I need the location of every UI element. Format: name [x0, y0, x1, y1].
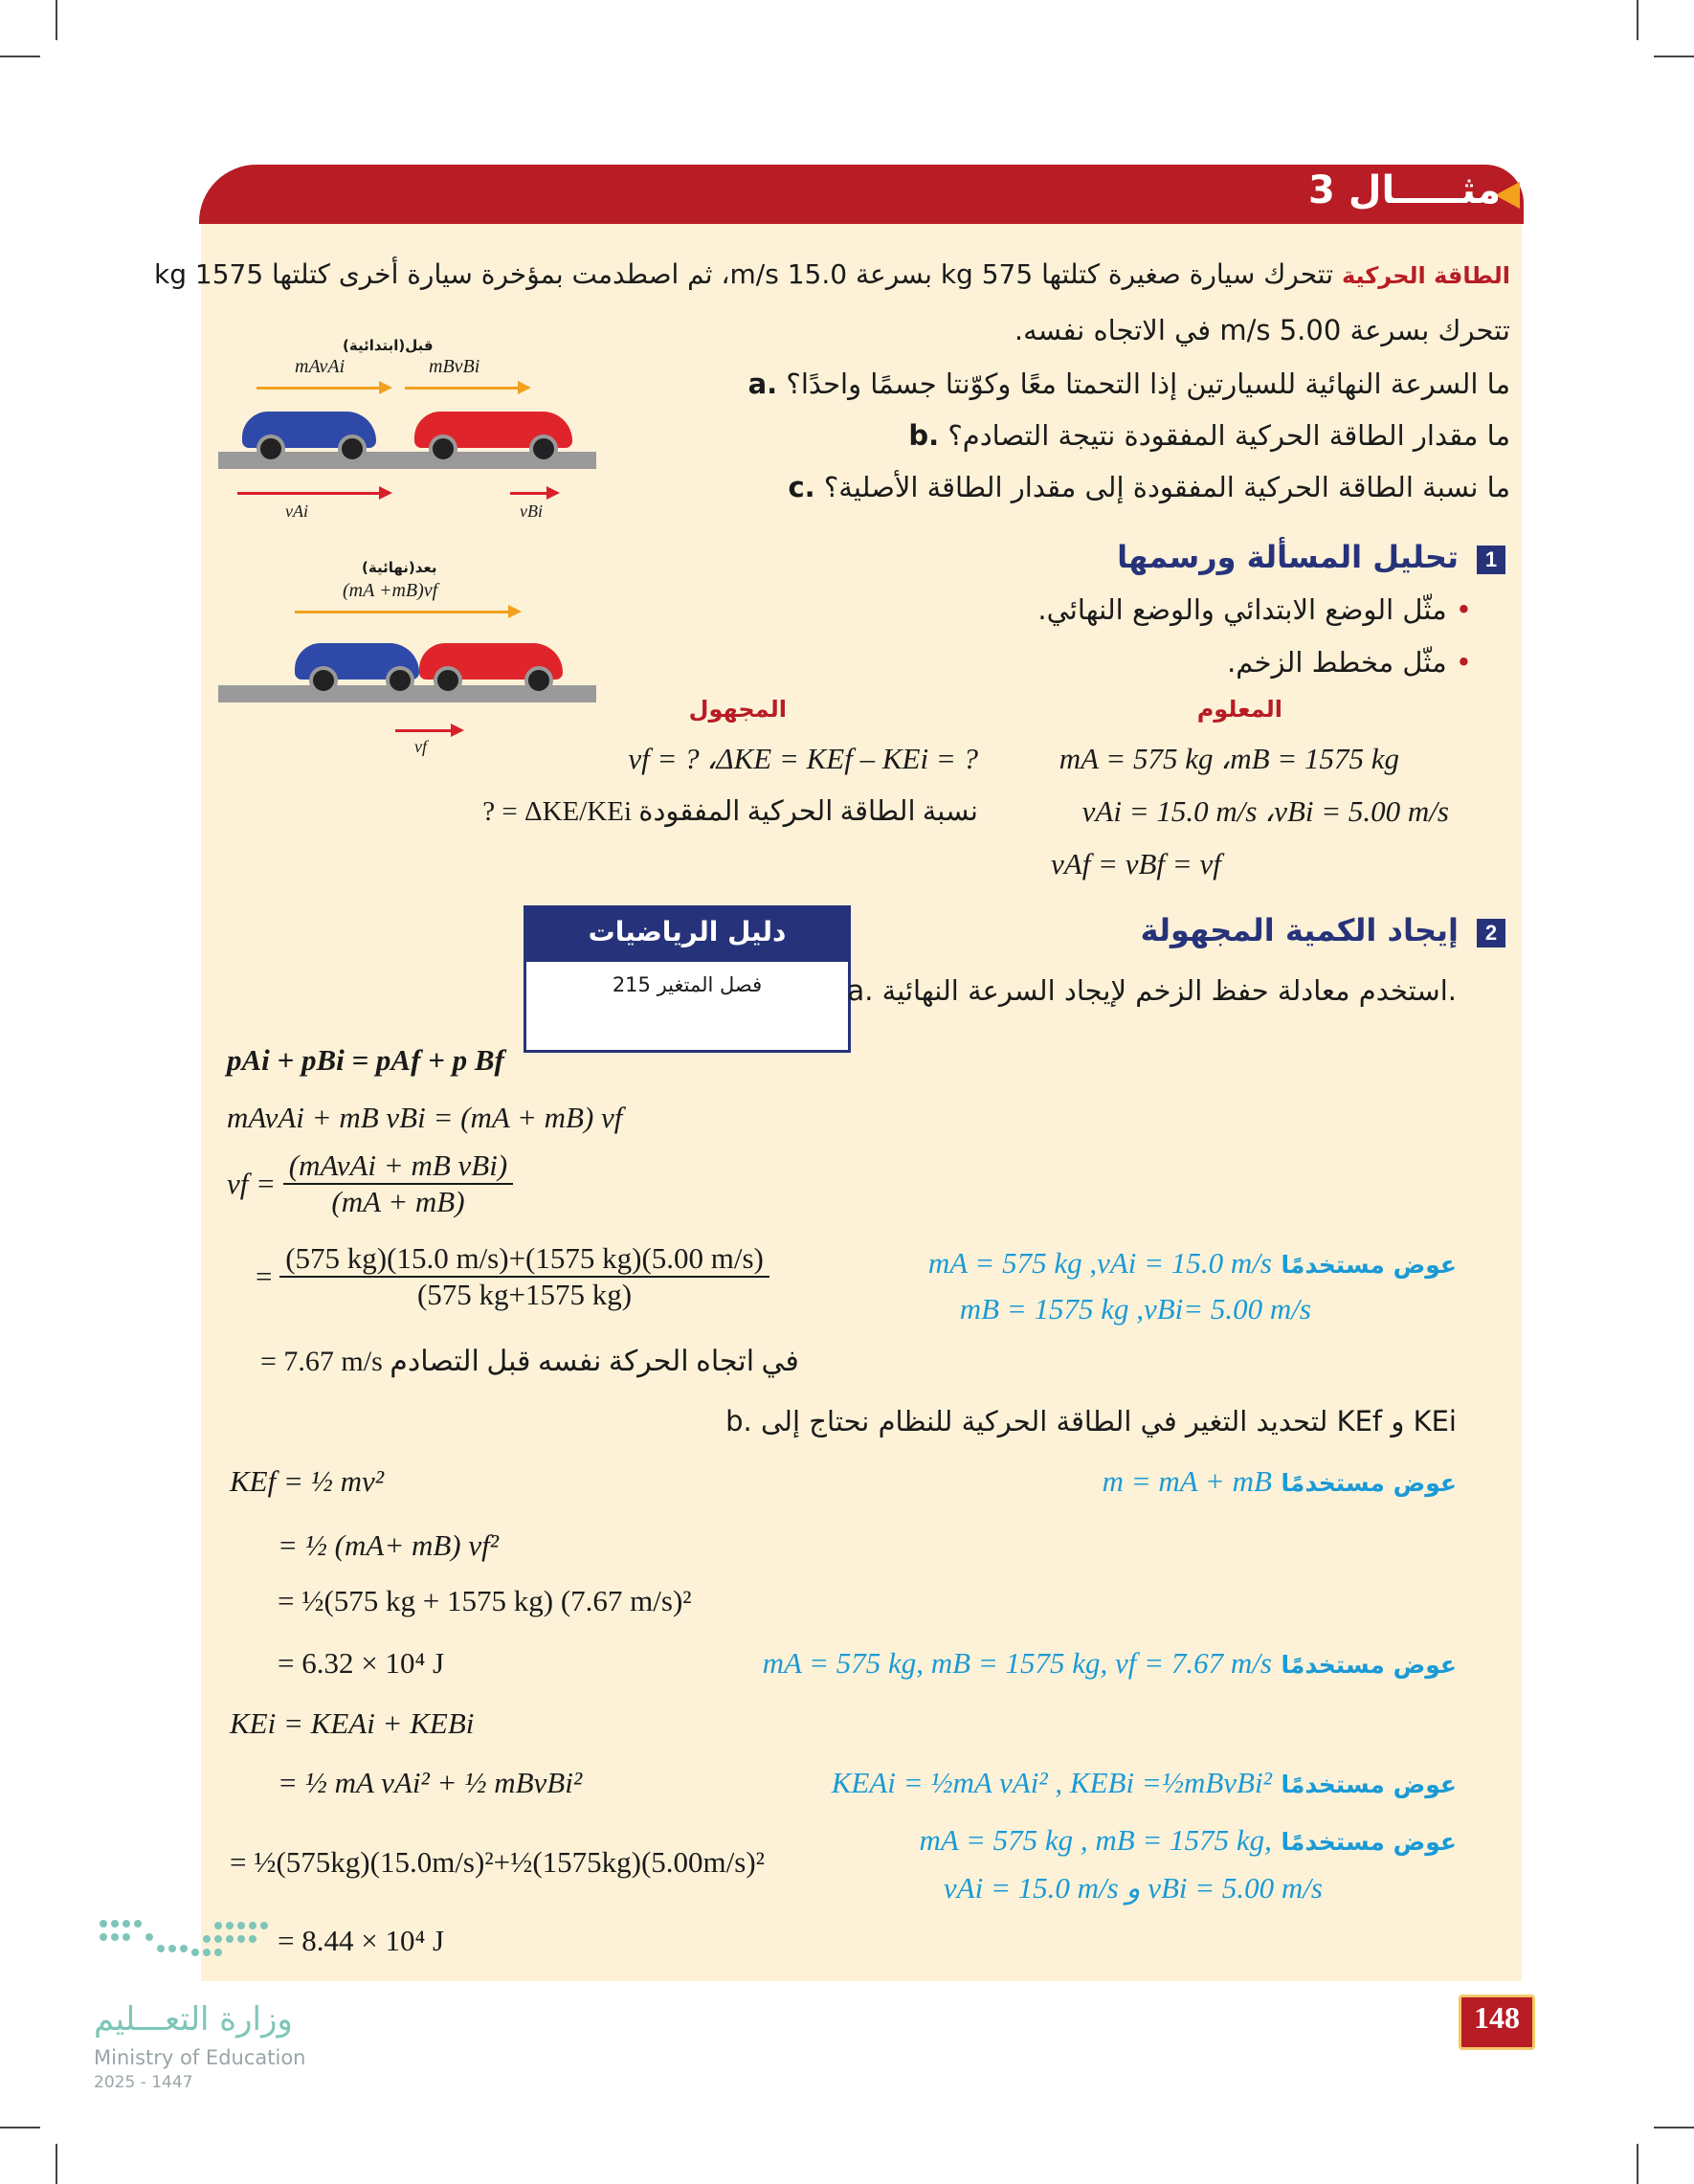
equation-result-vf: = 7.67 m/s في اتجاه الحركة نفسه قبل التصادم: [260, 1346, 799, 1377]
example-title: مثـــــال 3: [1308, 168, 1501, 212]
velocity-b-label: vBi: [520, 501, 543, 521]
crop-mark: [56, 2144, 57, 2184]
question-b: [908, 419, 1510, 452]
crop-mark: [1637, 2144, 1638, 2184]
kef-equation: = ½(575 kg + 1575 kg) (7.67 m/s)²: [278, 1584, 692, 1617]
substitution-label: عوض مستخدمًا: [1281, 1651, 1457, 1679]
substitution-values: vAi = 15.0 m/s و vBi = 5.00 m/s: [943, 1871, 1323, 1905]
known-label: المعلوم: [1196, 696, 1282, 723]
substitution-label: عوض مستخدمًا: [1281, 1251, 1457, 1279]
kei-equation: = ½(575kg)(15.0m/s)²+½(1575kg)(5.00m/s)²: [230, 1845, 765, 1879]
after-momentum-arrow: [295, 611, 510, 613]
question-text: ما نسبة الطاقة الحركية المفقودة إلى مقدار الطاقة الأصلية؟: [823, 471, 1510, 503]
unknown-line: نسبة الطاقة الحركية المفقودة ΔKE/KEi = ?: [482, 796, 978, 827]
kei-equation: KEi = KEAi + KEBi: [230, 1706, 475, 1740]
kef-equation: = ½ (mA+ mB) vf²: [278, 1528, 500, 1562]
momentum-a-arrow: [256, 387, 381, 390]
question-text: ما مقدار الطاقة الحركية المفقودة نتيجة التصادم؟: [947, 419, 1510, 452]
substitution-values: m = mA + mB: [1102, 1464, 1272, 1498]
problem-text-1: تتحرك سيارة صغيرة كتلتها 575 kg بسرعة 15.0 m/s، ثم اصطدمت بمؤخرة سيارة أخرى كتلتها 1575 kg: [153, 258, 1334, 290]
section-number: 2: [1477, 919, 1505, 947]
equation-momentum-expanded: mAvAi + mB vBi = (mA + mB) vf: [227, 1101, 623, 1134]
problem-line-1: [153, 258, 1510, 290]
substitution-line: [763, 1646, 1457, 1681]
wheel: [309, 666, 338, 695]
velocity-a-arrow: [237, 492, 381, 495]
section-title: تحليل المسألة ورسمها: [1117, 539, 1459, 575]
final-velocity-label: vf: [414, 737, 427, 756]
substitution-line: [832, 1766, 1457, 1800]
question-letter: a.: [747, 368, 778, 400]
bullet-icon: •: [1455, 593, 1472, 626]
equals-sign: =: [256, 1259, 273, 1293]
velocity-a-label: vAi: [285, 501, 308, 521]
wheel: [524, 666, 553, 695]
known-line: mA = 575 kg ،mB = 1575 kg: [1059, 742, 1399, 775]
wheel: [434, 666, 462, 695]
math-guide-box: [524, 905, 851, 1053]
after-label: بعد(نهائية): [362, 559, 437, 576]
equation-vf: [227, 1148, 513, 1219]
question-a: [748, 368, 1510, 400]
crop-mark: [0, 56, 40, 57]
crop-mark: [56, 0, 57, 40]
equation-substituted: [256, 1241, 769, 1312]
wheel: [386, 666, 414, 695]
substitution-label: عوض مستخدمًا: [1281, 1469, 1457, 1497]
vf-lhs: vf =: [227, 1167, 277, 1200]
substitution-values: KEAi = ½mA vAi² , KEBi =½mBvBi²: [831, 1766, 1272, 1799]
fraction-numerator: (mAvAi + mB vBi): [283, 1148, 513, 1185]
substituted-fraction: [279, 1241, 769, 1312]
substitution-line: [1103, 1464, 1457, 1499]
bullet-text: مثّل مخطط الزخم.: [1227, 646, 1447, 679]
step-a: a. استخدم معادلة حفظ الزخم لإيجاد السرعة النهائية.: [847, 974, 1457, 1007]
kef-equation: KEf = ½ mv²: [230, 1464, 385, 1498]
collision-figure: [218, 337, 596, 758]
problem-label: الطاقة الحركية: [1341, 262, 1510, 289]
ministry-logo-dots-icon: [94, 1914, 304, 1981]
fraction-numerator: (575 kg)(15.0 m/s)+(1575 kg)(5.00 m/s): [279, 1241, 769, 1278]
crop-mark: [1637, 0, 1638, 40]
problem-line-2: تتحرك بسرعة 5.00 m/s في الاتجاه نفسه.: [1014, 314, 1510, 346]
unknown-label: المجهول: [688, 696, 787, 723]
momentum-b-label: mBvBi: [429, 356, 480, 377]
substitution-values: mA = 575 kg ,vAi = 15.0 m/s: [927, 1246, 1272, 1280]
substitution-line: [919, 1823, 1457, 1858]
bullet-icon: •: [1455, 646, 1472, 679]
section-number: 1: [1477, 546, 1505, 574]
unknown-line: vf = ? ،ΔKE = KEf – KEi = ?: [628, 742, 978, 775]
known-line: vAf = vBf = vf: [1051, 847, 1221, 880]
momentum-b-arrow: [405, 387, 520, 390]
equation-momentum: pAi + pBi = pAf + p Bf: [227, 1043, 504, 1077]
question-text: ما السرعة النهائية للسيارتين إذا التحمتا معًا وكوّنتا جسمًا واحدًا؟: [786, 368, 1510, 400]
wheel: [338, 435, 367, 463]
crop-mark: [1654, 2127, 1694, 2128]
substitution-label: عوض مستخدمًا: [1281, 1771, 1457, 1798]
crop-mark: [0, 2127, 40, 2128]
kef-result: = 6.32 × 10⁴ J: [278, 1646, 445, 1680]
substitution-values: mA = 575 kg, mB = 1575 kg, vf = 7.67 m/s: [762, 1646, 1272, 1680]
fraction-denominator: (mA + mB): [331, 1185, 465, 1218]
bullet-text: مثّل الوضع الابتدائي والوضع النهائي.: [1037, 593, 1447, 626]
step-b: b. لتحديد التغير في الطاقة الحركية للنظام نحتاج إلى KEf و KEi: [725, 1405, 1457, 1437]
known-line: vAi = 15.0 m/s ،vBi = 5.00 m/s: [1081, 794, 1449, 828]
substitution-values: mB = 1575 kg ,vBi= 5.00 m/s: [959, 1292, 1311, 1326]
substitution-values: mA = 575 kg , mB = 1575 kg,: [919, 1823, 1272, 1857]
year-label: 2025 - 1447: [94, 2073, 193, 2092]
substitution-line: [928, 1246, 1457, 1281]
vf-fraction: [283, 1148, 513, 1219]
question-letter: c.: [788, 471, 815, 503]
after-momentum-label: (mA +mB)vf: [343, 580, 438, 601]
kei-equation: = ½ mA vAi² + ½ mBvBi²: [278, 1766, 583, 1799]
velocity-b-arrow: [510, 492, 548, 495]
question-c: [788, 471, 1510, 503]
momentum-a-label: mAvAi: [295, 356, 345, 377]
ministry-name-ar: وزارة التعـــليم: [94, 2000, 293, 2039]
bullet-item: [1227, 646, 1472, 679]
wheel: [256, 435, 285, 463]
crop-mark: [1654, 56, 1694, 57]
section-title: إيجاد الكمية المجهولة: [1140, 912, 1459, 948]
kei-result: = 8.44 × 10⁴ J: [278, 1924, 445, 1957]
bullet-item: [1037, 593, 1472, 626]
math-guide-text: فصل المتغير 215: [612, 973, 763, 996]
wheel: [429, 435, 457, 463]
final-velocity-arrow: [395, 729, 453, 732]
question-letter: b.: [908, 419, 940, 452]
before-label: قبل(ابتدائية): [343, 337, 434, 354]
math-guide-title: دليل الرياضيات: [526, 908, 848, 962]
ministry-name-en: Ministry of Education: [94, 2046, 306, 2069]
fraction-denominator: (575 kg+1575 kg): [416, 1278, 633, 1311]
wheel: [529, 435, 558, 463]
page-number: 148: [1474, 2000, 1520, 2035]
substitution-label: عوض مستخدمًا: [1281, 1828, 1457, 1856]
